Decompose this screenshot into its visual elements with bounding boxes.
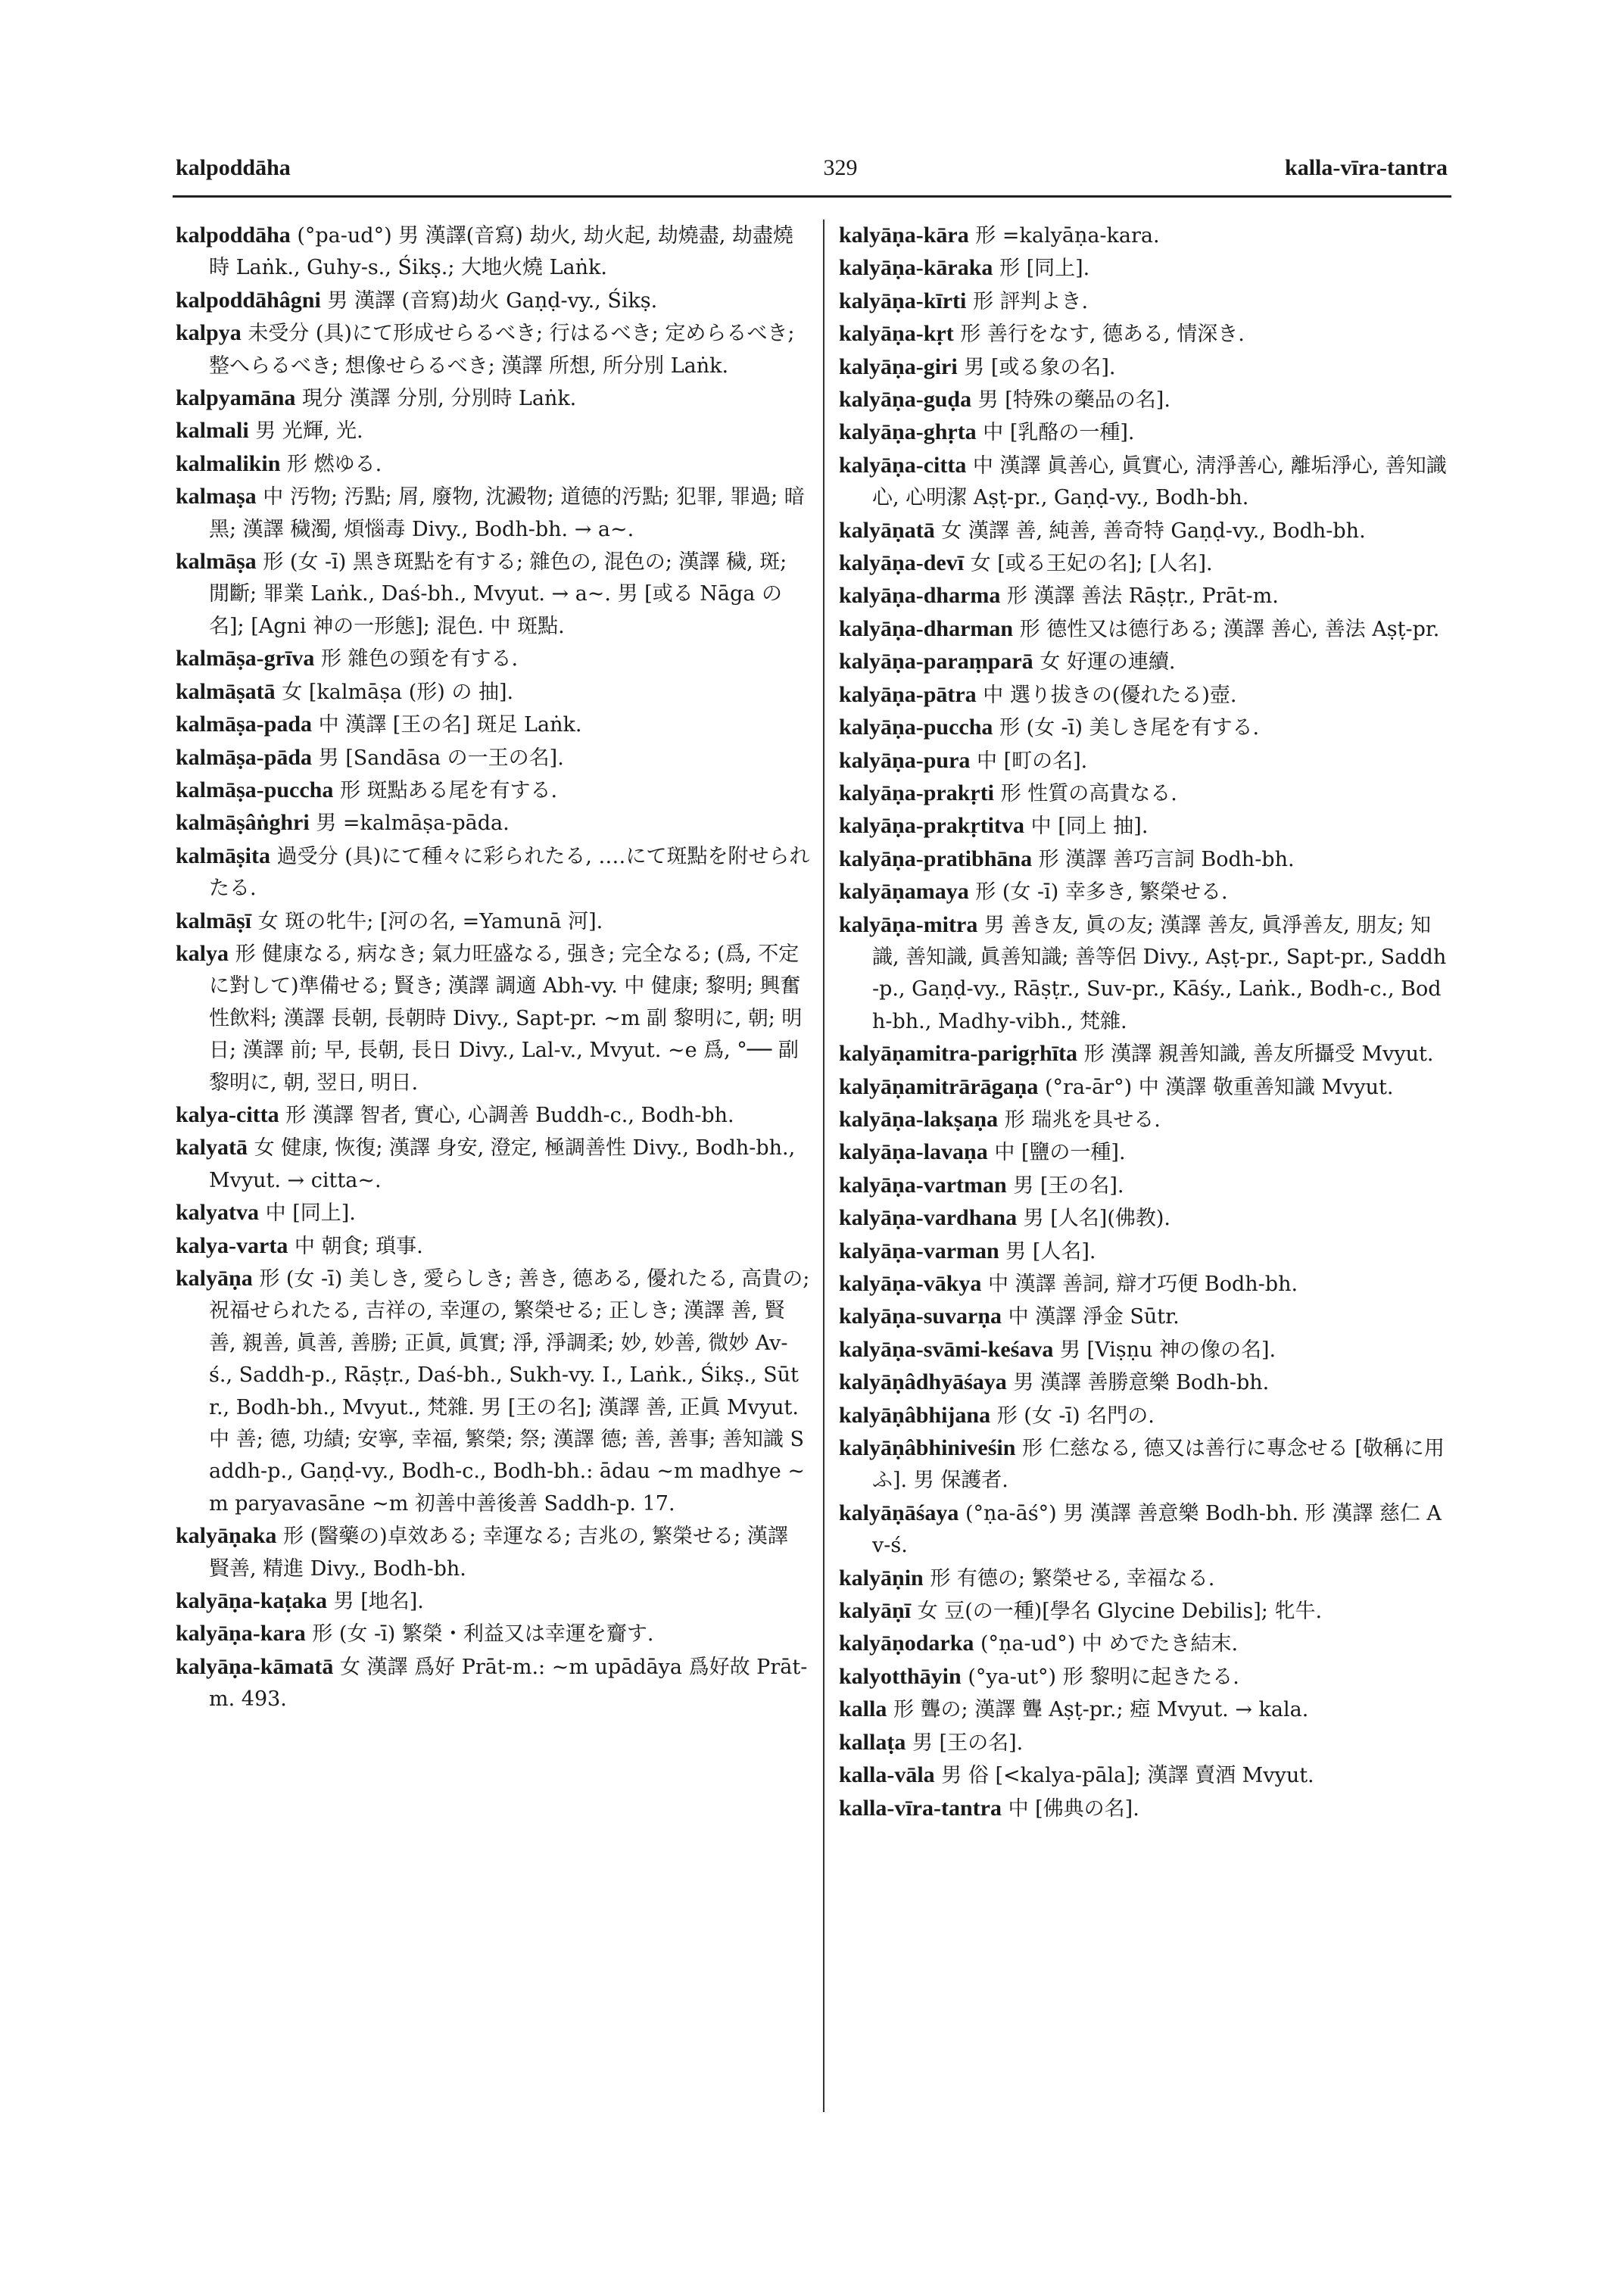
entry-headword: kalyāṇa-vākya [839, 1271, 982, 1296]
dictionary-entry [839, 1628, 1449, 1660]
dictionary-entry [839, 745, 1449, 777]
entry-definition: 中 汚物; 汚點; 屑, 廢物, 沈澱物; 道德的汚點; 犯罪, 罪過; 暗黑; 漢譯 穢濁, 煩惱毒 Divy., Bodh-bh. → a~. [209, 485, 805, 541]
entry-definition: 女 [kalmāṣa (形) の 抽]. [282, 680, 514, 704]
entry-definition: 形 =kalyāṇa-kara. [975, 224, 1160, 248]
dictionary-entry [839, 810, 1449, 843]
dictionary-entry [839, 909, 1449, 1039]
entry-definition: 形 漢譯 善法 Rāṣṭr., Prāt-m. [1006, 584, 1279, 609]
entry-headword: kalla [839, 1696, 887, 1722]
dictionary-entry [839, 515, 1449, 547]
entry-definition: 未受分 (具)にて形成せらるべき; 行はるべき; 定めらるべき; 整へらるべき; 想像せらるべき; 漢譯 所想, 所分別 Laṅk. [209, 322, 795, 378]
entry-headword: kalla-vāla [839, 1762, 935, 1788]
entry-headword: kalyāṇa [176, 1266, 253, 1291]
dictionary-entry [839, 843, 1449, 876]
entry-definition: 中 漢譯 [王の名] 斑足 Laṅk. [318, 713, 582, 737]
entry-headword: kalyāṇa-puccha [839, 715, 993, 740]
entry-headword: kalyāṇa-kāra [839, 223, 969, 248]
dictionary-entry [839, 450, 1449, 515]
entry-definition: 男 [地名]. [333, 1590, 424, 1614]
entry-headword: kalyāṇâbhijana [839, 1402, 991, 1428]
dictionary-entry [176, 1099, 810, 1132]
entry-definition: 女 斑の牝牛; [河の名, =Yamunā 河]. [257, 909, 603, 933]
entry-headword: kalyāṇamitrārāgaṇa [839, 1073, 1039, 1099]
entry-definition: (°ya-ut°) 形 黎明に起きたる. [968, 1665, 1239, 1689]
entry-headword: kalyāṇa-lavaṇa [839, 1139, 988, 1165]
dictionary-entry [839, 1727, 1449, 1759]
entry-headword: kalmāṣita [176, 843, 271, 868]
running-head-left: kalpoddāha [176, 155, 291, 180]
entry-definition: 中 選り拔きの(優れたる)壺. [983, 683, 1237, 707]
entry-definition: 形 性質の高貴なる. [1000, 781, 1177, 805]
entry-headword: kalpoddāhâgni [176, 287, 321, 313]
dictionary-entry [839, 1136, 1449, 1169]
entry-headword: kalmāṣâṅghri [176, 810, 310, 836]
dictionary-entry [176, 448, 810, 481]
entry-definition: 中 [同上]. [265, 1201, 356, 1226]
dictionary-entry [839, 712, 1449, 744]
dictionary-entry [839, 351, 1449, 384]
dictionary-entry [176, 1618, 810, 1650]
entry-headword: kalmali [176, 418, 249, 444]
entry-definition: 形 漢譯 智者, 實心, 心調善 Buddh-c., Bodh-bh. [285, 1103, 734, 1127]
dictionary-entry [839, 416, 1449, 449]
dictionary-entry [176, 481, 810, 546]
entry-headword: kalyāṇa-dharman [839, 615, 1014, 641]
entry-definition: (°pa-ud°) 男 漢譯(音寫) 劫火, 劫火起, 劫燒盡, 劫盡燒時 Laṅk., Guhy-s., Śikṣ.; 大地火燒 Laṅk. [209, 224, 793, 280]
dictionary-entry [839, 1170, 1449, 1202]
dictionary-entry [176, 774, 810, 807]
dictionary-entry [839, 1759, 1449, 1792]
entry-definition: 女 漢譯 善, 純善, 善奇特 Gaṇḍ-vy., Bodh-bh. [941, 519, 1366, 543]
entry-headword: kalmāṣa-pada [176, 712, 313, 737]
entry-headword: kalpyamāna [176, 385, 296, 411]
entry-headword: kalya-citta [176, 1101, 279, 1127]
entry-headword: kalyāṇa-kṛt [839, 321, 954, 347]
dictionary-entry [839, 1661, 1449, 1693]
entry-headword: kalyāṇodarka [839, 1631, 974, 1656]
entry-definition: 女 好運の連續. [1040, 650, 1176, 675]
entry-definition: (°ṇa-ud°) 中 めでたき結末. [980, 1632, 1239, 1656]
entry-definition: 中 [佛典の名]. [1008, 1796, 1139, 1821]
entry-definition: 男 俗 [<kalya-pāla]; 漢譯 賣酒 Mvyut. [941, 1764, 1314, 1788]
dictionary-entry [839, 384, 1449, 416]
entry-headword: kalyāṇa-kaṭaka [176, 1588, 328, 1614]
entry-headword: kalyāṇa-guḍa [839, 387, 972, 413]
dictionary-entry [839, 876, 1449, 908]
left-column [176, 220, 810, 1716]
entry-definition: 形 (女 -ī) 名門の. [996, 1404, 1155, 1428]
dictionary-entry [839, 1268, 1449, 1301]
entry-definition: (°ra-ār°) 中 漢譯 敬重善知識 Mvyut. [1044, 1075, 1394, 1099]
entry-definition: 中 [町の名]. [976, 749, 1088, 773]
entry-headword: kalyāṇa-varman [839, 1238, 999, 1263]
entry-headword: kalla-vīra-tantra [839, 1795, 1002, 1821]
entry-headword: kalyatva [176, 1200, 260, 1226]
entry-headword: kalyāṇa-devī [839, 550, 965, 576]
dictionary-entry [176, 676, 810, 709]
dictionary-entry [176, 807, 810, 840]
entry-headword: kalyāṇin [839, 1565, 924, 1590]
entry-headword: kalmāṣatā [176, 678, 276, 704]
dictionary-entry [839, 1793, 1449, 1825]
dictionary-entry [839, 285, 1449, 318]
entry-headword: kalpya [176, 320, 242, 346]
entry-headword: kalmāṣa-puccha [176, 777, 334, 802]
dictionary-entry [839, 1595, 1449, 1628]
dictionary-entry [839, 1366, 1449, 1399]
dictionary-entry [839, 1400, 1449, 1432]
header-rule [173, 195, 1451, 198]
dictionary-entry [176, 1263, 810, 1520]
dictionary-entry [176, 415, 810, 447]
entry-headword: kalyāṇa-paraṃparā [839, 649, 1033, 675]
dictionary-entry [839, 1235, 1449, 1268]
entry-headword: kalyāṇa-citta [839, 452, 967, 478]
dictionary-entry [176, 546, 810, 643]
entry-definition: 男 [Viṣṇu 神の像の名]. [1059, 1338, 1276, 1362]
dictionary-entry [839, 1497, 1449, 1562]
dictionary-entry [839, 777, 1449, 810]
entry-definition: 中 [鹽の一種]. [994, 1141, 1126, 1165]
entry-definition: 形 善行をなす, 德ある, 情深き. [960, 322, 1245, 347]
entry-headword: kalyāṇamaya [839, 879, 969, 905]
entry-headword: kalyāṇatā [839, 517, 935, 543]
entry-definition: 男 =kalmāṣa-pāda. [316, 812, 510, 836]
entry-headword: kalyāṇa-mitra [839, 911, 978, 937]
entry-definition: 中 朝食; 瑣事. [294, 1234, 423, 1258]
dictionary-entry [176, 1197, 810, 1229]
entry-headword: kalyāṇa-prakṛtitva [839, 813, 1025, 839]
entry-headword: kalyotthāyin [839, 1663, 962, 1689]
entry-definition: 中 漢譯 眞善心, 眞實心, 淸淨善心, 離垢淨心, 善知識心, 心明潔 Aṣṭ-pr., Gaṇḍ-vy., Bodh-bh. [872, 453, 1447, 510]
dictionary-entry [839, 1071, 1449, 1104]
entry-definition: 形 評判よき. [972, 289, 1089, 313]
entry-headword: kalyāṇāśaya [839, 1500, 959, 1525]
dictionary-entry [839, 646, 1449, 678]
entry-definition: 中 [乳酪の一種]. [983, 421, 1135, 445]
entry-headword: kalyāṇamitra-parigṛhīta [839, 1041, 1077, 1067]
entry-definition: 中 漢譯 淨金 Sūtr. [1008, 1305, 1180, 1329]
entry-definition: 中 [同上 抽]. [1030, 815, 1149, 839]
dictionary-entry [176, 742, 810, 774]
dictionary-entry [839, 220, 1449, 252]
entry-definition: 形 (醫藥の)卓效ある; 幸運なる; 吉兆の, 繁榮せる; 漢譯 賢善, 精進 Divy., Bodh-bh. [209, 1525, 788, 1581]
entry-definition: 形 雜色の頸を有する. [320, 647, 519, 671]
entry-headword: kalpoddāha [176, 223, 291, 248]
entry-definition: 女 [或る王妃の名]; [人名]. [970, 552, 1213, 576]
entry-definition: 形 漢譯 善巧言詞 Bodh-bh. [1038, 847, 1295, 871]
entry-headword: kalyāṇa-pratibhāna [839, 846, 1033, 871]
entry-definition: 形 (女 -ī) 幸多き, 繁榮せる. [975, 880, 1228, 905]
entry-headword: kalyāṇī [839, 1598, 912, 1624]
entry-headword: kalmāṣa-grīva [176, 646, 315, 671]
page-number: 329 [823, 155, 858, 180]
dictionary-entry [839, 1334, 1449, 1366]
entry-definition: 女 豆(の一種)[學名 Glycine Debilis]; 牝牛. [917, 1600, 1323, 1624]
entry-definition: 形 瑞兆を具せる. [1004, 1108, 1161, 1132]
entry-headword: kalmaṣa [176, 484, 257, 509]
entry-definition: 形 燃ゆる. [286, 452, 382, 476]
entry-definition: 男 漢譯 善勝意樂 Bodh-bh. [1013, 1371, 1270, 1395]
entry-definition: 形 聾の; 漢譯 聾 Aṣṭ-pr.; 瘂 Mvyut. → kala. [893, 1698, 1309, 1722]
entry-definition: 男 [人名]. [1005, 1239, 1096, 1263]
entry-definition: 形 漢譯 親善知識, 善友所攝受 Mvyut. [1083, 1042, 1434, 1067]
entry-headword: kalya [176, 940, 229, 966]
entry-headword: kalyāṇa-kīrti [839, 288, 967, 313]
entry-headword: kalyāṇa-vardhana [839, 1205, 1018, 1231]
entry-definition: 男 [或る象の名]. [964, 355, 1116, 379]
entry-headword: kalyāṇa-pura [839, 747, 971, 773]
entry-headword: kalmāṣa [176, 549, 257, 575]
dictionary-entry [176, 1230, 810, 1263]
dictionary-entry [176, 709, 810, 741]
entry-headword: kalyāṇa-ghṛta [839, 419, 977, 445]
entry-definition: 中 漢譯 善詞, 辯才巧便 Bodh-bh. [987, 1273, 1298, 1296]
entry-headword: kallaṭa [839, 1729, 906, 1755]
entry-headword: kalyāṇa-kāraka [839, 255, 993, 281]
entry-headword: kalyāṇa-pātra [839, 681, 977, 707]
dictionary-entry [176, 220, 810, 285]
entry-headword: kalyāṇa-kara [176, 1621, 306, 1647]
dictionary-entry [176, 1132, 810, 1197]
entry-headword: kalyāṇâdhyāśaya [839, 1369, 1007, 1395]
entry-headword: kalyāṇa-vartman [839, 1172, 1007, 1198]
entry-headword: kalyāṇa-svāmi-keśava [839, 1336, 1054, 1362]
dictionary-entry [839, 1693, 1449, 1726]
dictionary-entry [839, 1562, 1449, 1595]
running-head-right: kalla-vīra-tantra [1285, 155, 1448, 180]
dictionary-entry [839, 1038, 1449, 1070]
dictionary-entry [176, 938, 810, 1099]
dictionary-entry [176, 285, 810, 317]
entry-definition: 形 德性又は德行ある; 漢譯 善心, 善法 Aṣṭ-pr. [1019, 617, 1440, 641]
dictionary-entry [839, 547, 1449, 580]
dictionary-entry [839, 318, 1449, 350]
entry-definition: 男 [王の名]. [1013, 1173, 1124, 1198]
entry-headword: kalyāṇa-lakṣaṇa [839, 1106, 999, 1132]
entry-definition: 形 [同上]. [999, 257, 1090, 281]
dictionary-entry [839, 580, 1449, 612]
entry-definition: 男 [王の名]. [912, 1731, 1024, 1755]
entry-headword: kalmāṣī [176, 908, 252, 933]
entry-headword: kalmāṣa-pāda [176, 744, 313, 770]
entry-definition: 男 [人名](佛教). [1023, 1207, 1170, 1231]
dictionary-entry [176, 840, 810, 905]
entry-headword: kalyāṇaka [176, 1523, 277, 1549]
dictionary-entry [176, 1585, 810, 1618]
dictionary-entry [839, 252, 1449, 285]
entry-definition: 形 (女 -ī) 美しき, 愛らしき; 善き, 德ある, 優れたる, 高貴の; 祝福せられたる, 吉祥の, 幸運の, 繁榮せる; 正しき; 漢譯 善, 賢善, 親善, 眞善, 善勝; 正眞, 眞實; 淨, 淨調柔; 妙, 妙善, 微妙 Av-ś., Saddh-p., Rāṣṭr., Daś-bh., Sukh-vy. I., Laṅk., Śikṣ., Sūtr., Bodh-bh., Mvyut., 梵雜. 男 [王の名]; 漢譯 善, 正眞 Mvyut. 中 善; 德, 功績; 安寧, 幸福, 繁榮; 祭; 漢譯 德; 善, 善事; 善知識 Saddh-p., Gaṇḍ-vy., Bodh-c., Bodh-bh.: ādau ~m madhye ~m paryavasāne ~m 初善中善後善 Saddh-p. 17. [209, 1267, 810, 1516]
entry-definition: 男 善き友, 眞の友; 漢譯 善友, 眞淨善友, 朋友; 知識, 善知識, 眞善知識; 善等侶 Divy., Aṣṭ-pr., Sapt-pr., Saddh-p., Gaṇḍ-vy., Rāṣṭr., Suv-pr., Kāśy., Laṅk., Bodh-c., Bodh-bh., Madhy-vibh., 梵雜. [872, 913, 1447, 1033]
entry-definition: 形 斑點ある尾を有する. [339, 778, 558, 802]
entry-definition: 女 健康, 恢復; 漢譯 身安, 澄定, 極調善性 Divy., Bodh-bh., Mvyut. → citta~. [209, 1136, 796, 1192]
entry-definition: 男 [Sandāsa の一王の名]. [318, 746, 564, 770]
entry-definition: 形 (女 -ī) 繁榮・利益又は幸運を齎す. [312, 1622, 654, 1647]
dictionary-entry [839, 1432, 1449, 1497]
entry-headword: kalyāṇa-dharma [839, 583, 1001, 609]
dictionary-entry [176, 317, 810, 382]
dictionary-entry [176, 905, 810, 938]
dictionary-entry [176, 382, 810, 415]
entry-definition: (°ṇa-āś°) 男 漢譯 善意樂 Bodh-bh. 形 漢譯 慈仁 Av-ś. [872, 1501, 1442, 1558]
column-divider [823, 220, 824, 2112]
entry-headword: kalyāṇa-giri [839, 354, 958, 379]
dictionary-entry [839, 1301, 1449, 1333]
dictionary-entry [839, 613, 1449, 646]
entry-definition: 形 仁慈なる, 德又は善行に專念せる [敬稱に用ふ]. 男 保護者. [872, 1437, 1445, 1493]
entry-definition: 女 漢譯 爲好 Prāt-m.: ~m upādāya 爲好故 Prāt-m. 493. [209, 1655, 808, 1712]
dictionary-entry [839, 1104, 1449, 1136]
entry-headword: kalyāṇa-prakṛti [839, 780, 995, 805]
dictionary-entry [176, 643, 810, 675]
right-column [839, 220, 1449, 1825]
entry-definition: 形 (女 -ī) 美しき尾を有する. [999, 716, 1260, 740]
entry-headword: kalmalikin [176, 450, 281, 476]
entry-definition: 男 光輝, 光. [255, 419, 363, 444]
entry-definition: 男 漢譯 (音寫)劫火 Gaṇḍ-vy., Śikṣ. [327, 288, 658, 313]
dictionary-entry [176, 1651, 810, 1716]
entry-definition: 過受分 (具)にて種々に彩られたる, ‥‥にて斑點を附せられたる. [209, 844, 810, 901]
entry-definition: 男 [特殊の藥品の名]. [977, 388, 1170, 413]
entry-definition: 形 健康なる, 病なき; 氣力旺盛なる, 强き; 完全なる; (爲, 不定 に對して)準備せる; 賢き; 漢譯 調適 Abh-vy. 中 健康; 黎明; 興奮性飲料; 漢譯 長朝, 長朝時 Divy., Sapt-pr. ~m 副 黎明に, 朝; 明日; 漢譯 前; 早, 長朝, 長日 Divy., Lal-v., Mvyut. ~e 爲, °── 副 黎明に, 朝, 翌日, 明日. [209, 942, 803, 1095]
entry-headword: kalyāṇâbhiniveśin [839, 1435, 1016, 1461]
dictionary-entry [176, 1520, 810, 1585]
entry-headword: kalya-varta [176, 1232, 288, 1258]
dictionary-entry [839, 679, 1449, 712]
entry-headword: kalyāṇa-suvarṇa [839, 1304, 1002, 1329]
entry-definition: 現分 漢譯 分別, 分別時 Laṅk. [301, 387, 577, 411]
entry-headword: kalyatā [176, 1135, 248, 1161]
entry-definition: 形 有德の; 繁榮せる, 幸福なる. [930, 1566, 1215, 1590]
dictionary-entry [839, 1202, 1449, 1235]
entry-headword: kalyāṇa-kāmatā [176, 1653, 334, 1679]
entry-definition: 形 (女 -ī) 黑き斑點を有する; 雜色の, 混色の; 漢譯 穢, 斑; 閒斷; 罪業 Laṅk., Daś-bh., Mvyut. → a~. 男 [或る Nāga の名]; [Agni 神の一形態]; 混色. 中 斑點. [209, 550, 787, 638]
